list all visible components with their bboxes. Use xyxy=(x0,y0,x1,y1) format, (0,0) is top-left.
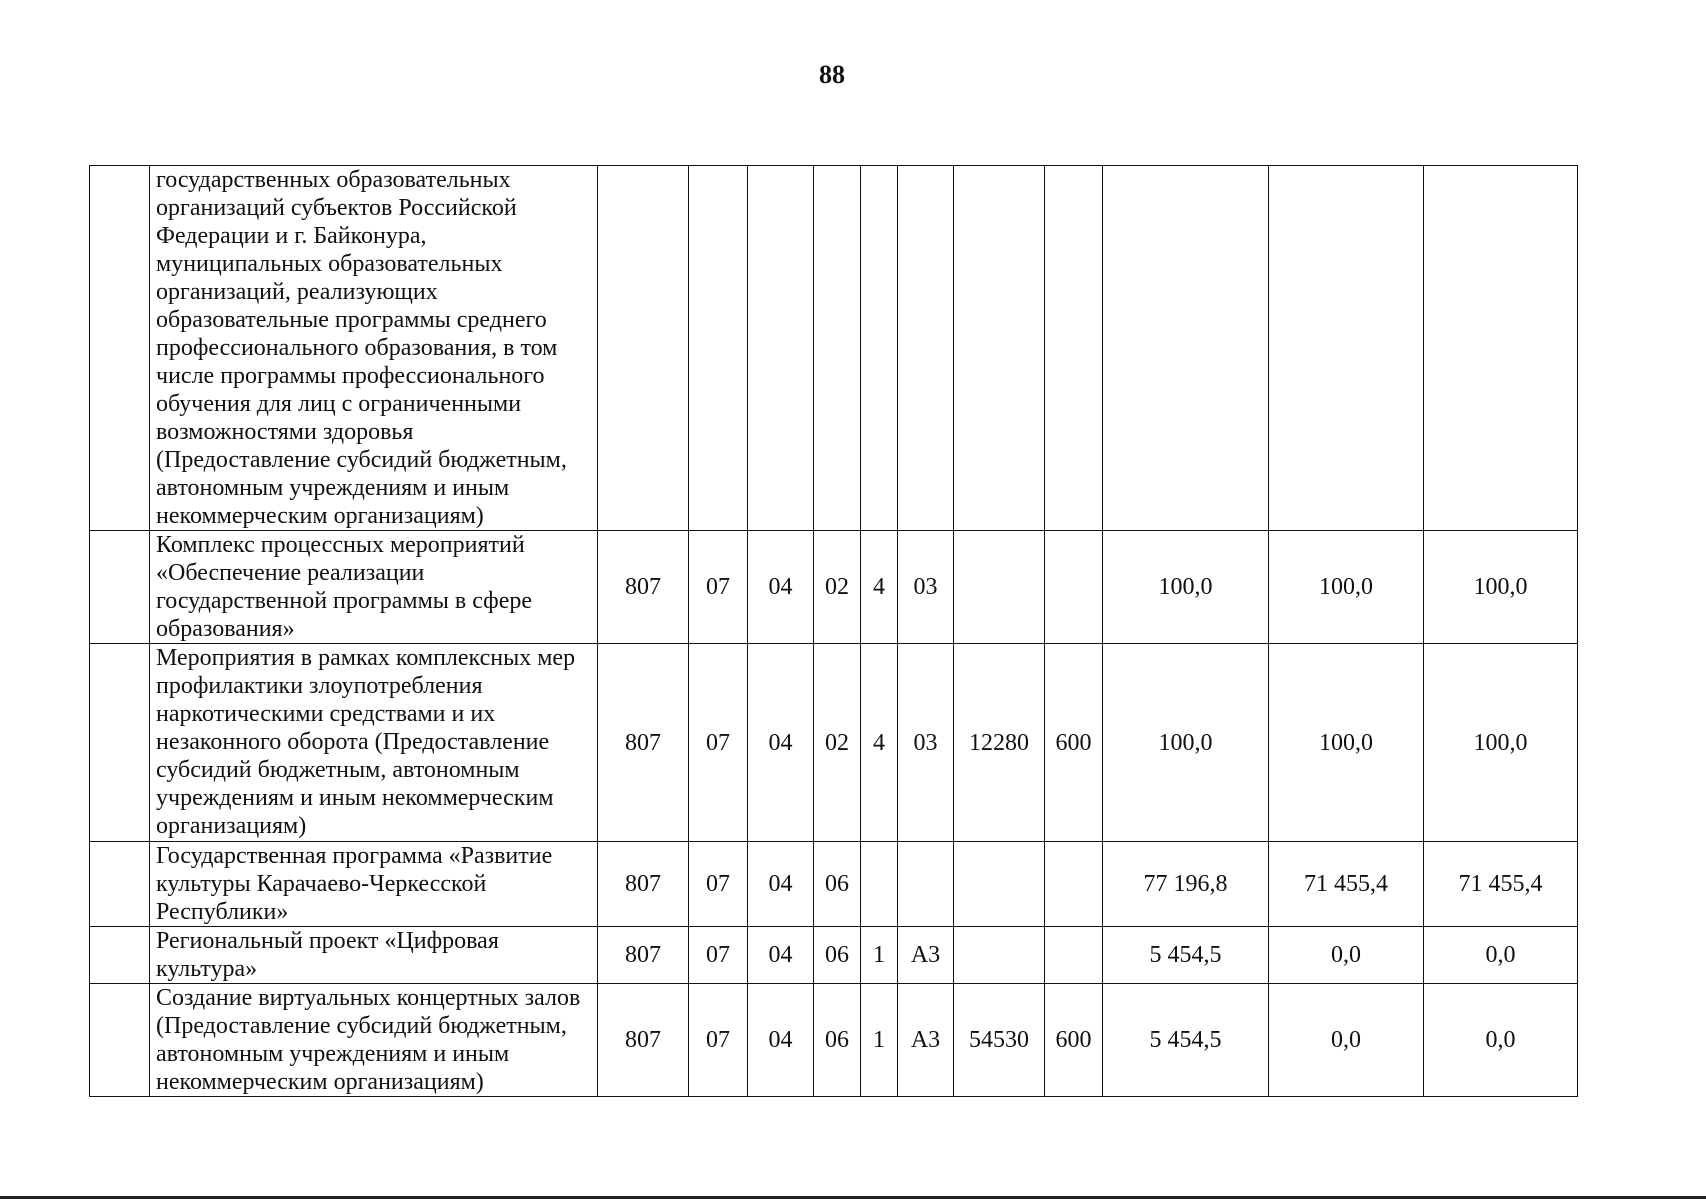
cs-structure-cell: 03 xyxy=(898,644,954,842)
year1-cell: 5 454,5 xyxy=(1103,927,1269,984)
table-row xyxy=(90,644,1578,842)
year3-cell: 0,0 xyxy=(1424,984,1578,1097)
cs-program-cell: 06 xyxy=(814,984,861,1097)
cs-type-cell: 4 xyxy=(861,644,898,842)
year2-cell: 71 455,4 xyxy=(1269,842,1424,927)
cs-direction-cell xyxy=(954,166,1045,531)
table-row xyxy=(90,984,1578,1097)
podrazdel-cell xyxy=(748,166,814,531)
row-number-cell xyxy=(90,984,150,1097)
year2-cell: 0,0 xyxy=(1269,927,1424,984)
cs-program-cell: 06 xyxy=(814,927,861,984)
razdel-cell: 07 xyxy=(689,927,748,984)
year1-cell xyxy=(1103,166,1269,531)
vr-cell xyxy=(1045,166,1103,531)
row-name-cell: Региональный проект «Цифровая культура» xyxy=(150,927,598,984)
cs-direction-cell xyxy=(954,842,1045,927)
ved-cell: 807 xyxy=(598,531,689,644)
cs-program-cell: 02 xyxy=(814,644,861,842)
razdel-cell: 07 xyxy=(689,984,748,1097)
cs-program-cell: 02 xyxy=(814,531,861,644)
budget-table xyxy=(89,165,1578,1097)
vr-cell: 600 xyxy=(1045,984,1103,1097)
cs-program-cell xyxy=(814,166,861,531)
vr-cell: 600 xyxy=(1045,644,1103,842)
table-row xyxy=(90,842,1578,927)
cs-structure-cell xyxy=(898,166,954,531)
row-name-cell: Мероприятия в рамках комплексных мер профилактики злоупотребления наркотическими средствами и их незаконного оборота (Предоставление субсидий бюджетным, автономным учреждениям и иным некоммерческим организациям) xyxy=(150,644,598,842)
row-name-cell: государственных образовательных организаций субъектов Российской Федерации и г. Байконура, муниципальных образовательных организаций, реализующих образовательные программы среднего профессионального образования, в том числе программы профессионального обучения для лиц с ограниченными возможностями здоровья (Предоставление субсидий бюджетным, автономным учреждениям и иным некоммерческим организациям) xyxy=(150,166,598,531)
year2-cell: 100,0 xyxy=(1269,644,1424,842)
row-number-cell xyxy=(90,927,150,984)
row-number-cell xyxy=(90,842,150,927)
row-name-cell: Создание виртуальных концертных залов (Предоставление субсидий бюджетным, автономным учреждениям и иным некоммерческим организациям) xyxy=(150,984,598,1097)
year1-cell: 100,0 xyxy=(1103,644,1269,842)
year3-cell: 100,0 xyxy=(1424,644,1578,842)
ved-cell: 807 xyxy=(598,984,689,1097)
podrazdel-cell: 04 xyxy=(748,531,814,644)
cs-structure-cell: А3 xyxy=(898,984,954,1097)
year3-cell xyxy=(1424,166,1578,531)
razdel-cell: 07 xyxy=(689,842,748,927)
ved-cell: 807 xyxy=(598,644,689,842)
table-row xyxy=(90,531,1578,644)
podrazdel-cell: 04 xyxy=(748,842,814,927)
ved-cell xyxy=(598,166,689,531)
page-number: 88 xyxy=(819,60,845,89)
podrazdel-cell: 04 xyxy=(748,644,814,842)
vr-cell xyxy=(1045,927,1103,984)
row-number-cell xyxy=(90,644,150,842)
year2-cell xyxy=(1269,166,1424,531)
cs-direction-cell: 54530 xyxy=(954,984,1045,1097)
cs-type-cell xyxy=(861,842,898,927)
year1-cell: 100,0 xyxy=(1103,531,1269,644)
row-number-cell xyxy=(90,531,150,644)
cs-type-cell xyxy=(861,166,898,531)
row-name-cell: Комплекс процессных мероприятий «Обеспечение реализации государственной программы в сфере образования» xyxy=(150,531,598,644)
razdel-cell: 07 xyxy=(689,644,748,842)
cs-type-cell: 1 xyxy=(861,927,898,984)
cs-program-cell: 06 xyxy=(814,842,861,927)
scan-bottom-edge xyxy=(0,1196,1706,1199)
cs-structure-cell: 03 xyxy=(898,531,954,644)
year2-cell: 100,0 xyxy=(1269,531,1424,644)
podrazdel-cell: 04 xyxy=(748,927,814,984)
cs-structure-cell: А3 xyxy=(898,927,954,984)
table-row xyxy=(90,927,1578,984)
table-row xyxy=(90,166,1578,531)
year3-cell: 0,0 xyxy=(1424,927,1578,984)
podrazdel-cell: 04 xyxy=(748,984,814,1097)
cs-direction-cell: 12280 xyxy=(954,644,1045,842)
vr-cell xyxy=(1045,842,1103,927)
razdel-cell xyxy=(689,166,748,531)
year3-cell: 100,0 xyxy=(1424,531,1578,644)
vr-cell xyxy=(1045,531,1103,644)
cs-type-cell: 1 xyxy=(861,984,898,1097)
cs-direction-cell xyxy=(954,531,1045,644)
year3-cell: 71 455,4 xyxy=(1424,842,1578,927)
cs-direction-cell xyxy=(954,927,1045,984)
ved-cell: 807 xyxy=(598,927,689,984)
year2-cell: 0,0 xyxy=(1269,984,1424,1097)
cs-type-cell: 4 xyxy=(861,531,898,644)
cs-structure-cell xyxy=(898,842,954,927)
razdel-cell: 07 xyxy=(689,531,748,644)
row-number-cell xyxy=(90,166,150,531)
year1-cell: 77 196,8 xyxy=(1103,842,1269,927)
row-name-cell: Государственная программа «Развитие культуры Карачаево-Черкесской Республики» xyxy=(150,842,598,927)
year1-cell: 5 454,5 xyxy=(1103,984,1269,1097)
ved-cell: 807 xyxy=(598,842,689,927)
